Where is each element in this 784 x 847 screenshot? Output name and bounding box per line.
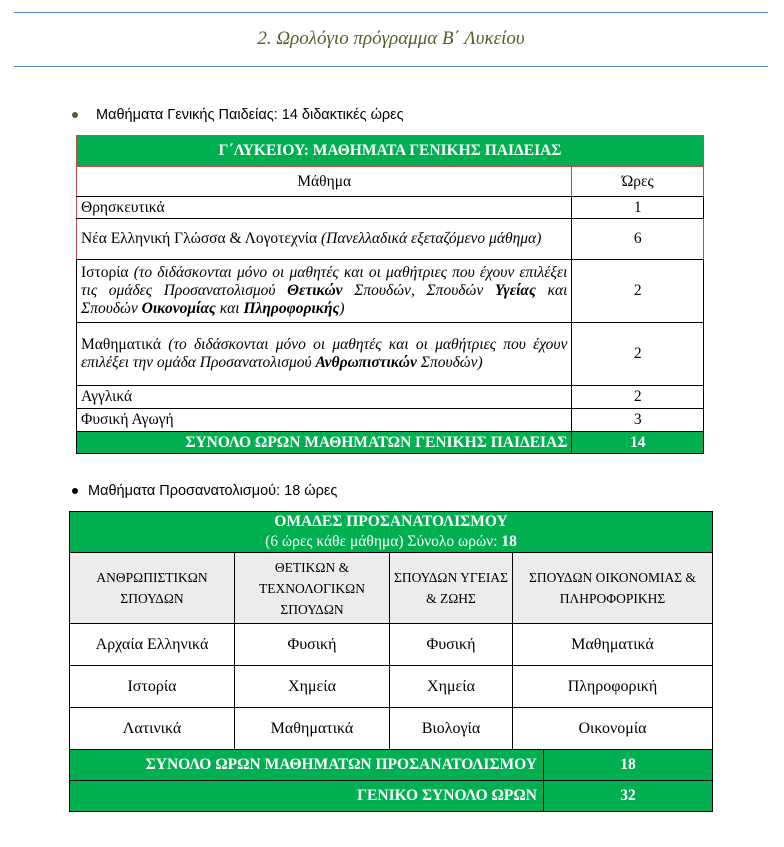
table-subtitle: (6 ώρες κάθε μάθημα) Σύνολο ωρών: 18 [265, 533, 517, 550]
hours-cell: 3 [572, 409, 704, 432]
table-row [77, 323, 704, 386]
subject-cell: Χημεία [390, 666, 513, 708]
column-header-subject: Μάθημα [77, 167, 572, 197]
table-title: ΟΜΑΔΕΣ ΠΡΟΣΑΝΑΤΟΛΙΣΜΟΥ [274, 513, 508, 530]
top-rule [14, 12, 768, 13]
bottom-rule [14, 66, 768, 67]
subject-cell: Φυσική [235, 624, 390, 666]
bullet-icon [72, 488, 78, 494]
hours-cell: 2 [572, 260, 704, 323]
group-header-row [70, 553, 713, 624]
subject-cell: Βιολογία [390, 708, 513, 750]
orientation-total-label: ΣΥΝΟΛΟ ΩΡΩΝ ΜΑΘΗΜΑΤΩΝ ΠΡΟΣΑΝΑΤΟΛΙΣΜΟΥ [70, 750, 544, 781]
table-row [70, 708, 713, 750]
bullet-text: Μαθήματα Προσανατολισμού: 18 ώρες [88, 483, 338, 499]
grand-total-value: 32 [544, 781, 713, 812]
total-value: 14 [572, 432, 704, 454]
table-title-row [70, 512, 713, 553]
table-row [77, 386, 704, 409]
orientation-total-row [70, 750, 713, 781]
table-row [77, 260, 704, 323]
hours-cell: 2 [572, 386, 704, 409]
table-row [77, 197, 704, 219]
group-humanities: ΑΝΘΡΩΠΙΣΤΙΚΩΝ ΣΠΟΥΔΩΝ [70, 553, 235, 624]
subject-cell: Μαθηματικά [235, 708, 390, 750]
subject-cell: Ιστορία [70, 666, 235, 708]
hours-cell: 1 [572, 197, 704, 219]
total-row [77, 432, 704, 454]
table-row [70, 624, 713, 666]
subject-cell: Θρησκευτικά [77, 197, 572, 219]
column-header-row [77, 167, 704, 197]
subject-cell: Φυσική Αγωγή [77, 409, 572, 432]
subject-note: (Πανελλαδικά εξεταζόμενο μάθημα) [320, 230, 542, 247]
subject-cell: Πληροφορική [513, 666, 713, 708]
subject-cell: Μαθηματικά [513, 624, 713, 666]
group-economics: ΣΠΟΥΔΩΝ ΟΙΚΟΝΟΜΙΑΣ & ΠΛΗΡΟΦΟΡΙΚΗΣ [513, 553, 713, 624]
bullet-icon [72, 112, 78, 118]
orientation-total-value: 18 [544, 750, 713, 781]
total-label: ΣΥΝΟΛΟ ΩΡΩΝ ΜΑΘΗΜΑΤΩΝ ΓΕΝΙΚΗΣ ΠΑΙΔΕΙΑΣ [77, 432, 572, 454]
subject-cell: Φυσική [390, 624, 513, 666]
subject-cell: Νέα Ελληνική Γλώσσα & Λογοτεχνία (Πανελλαδικά εξεταζόμενο μάθημα) [77, 219, 572, 260]
grand-total-label: ΓΕΝΙΚΟ ΣΥΝΟΛΟ ΩΡΩΝ [70, 781, 544, 812]
column-header-hours: Ώρες [572, 167, 704, 197]
subject-cell: Χημεία [235, 666, 390, 708]
bullet-general-subjects [72, 107, 404, 123]
hours-cell: 2 [572, 323, 704, 386]
group-sciences: ΘΕΤΙΚΩΝ & ΤΕΧΝΟΛΟΓΙΚΩΝ ΣΠΟΥΔΩΝ [235, 553, 390, 624]
subject-cell: Αρχαία Ελληνικά [70, 624, 235, 666]
section-heading: 2. Ωρολόγιο πρόγραμμα Β΄ Λυκείου [257, 28, 525, 49]
general-education-table [76, 135, 704, 454]
grand-total-row [70, 781, 713, 812]
table-row [77, 409, 704, 432]
subject-cell: Λατινικά [70, 708, 235, 750]
subject-note: (το διδάσκονται μόνο οι μαθητές και οι μαθήτριες που έχουν επιλέξει την ομάδα Προσανατολισμού Ανθρωπιστικών Σπουδών) [81, 336, 568, 371]
subject-cell: Ιστορία (το διδάσκονται μόνο οι μαθητές και οι μαθήτριες που έχουν επιλέξει τις ομάδες Προσανατολισμού Θετικών Σπουδών, Σπουδών Υγείας και Σπουδών Οικονομίας και Πληροφορικής) [77, 260, 572, 323]
bullet-orientation-subjects [72, 483, 337, 499]
subject-note: (το διδάσκονται μόνο οι μαθητές και οι μαθήτριες που έχουν επιλέξει τις ομάδες Προσανατολισμού Θετικών Σπουδών, Σπουδών Υγείας και Σπουδών Οικονομίας και Πληροφορικής) [81, 264, 568, 317]
bullet-text: Μαθήματα Γενικής Παιδείας: 14 διδακτικές ώρες [96, 107, 404, 123]
subject-cell: Οικονομία [513, 708, 713, 750]
table-row [70, 666, 713, 708]
subject-cell: Αγγλικά [77, 386, 572, 409]
table-title: Γ΄ΛΥΚΕΙΟΥ: ΜΑΘΗΜΑΤΑ ΓΕΝΙΚΗΣ ΠΑΙΔΕΙΑΣ [77, 136, 704, 167]
subtitle-total: 18 [501, 533, 517, 550]
orientation-groups-table [69, 511, 713, 812]
subject-cell: Μαθηματικά (το διδάσκονται μόνο οι μαθητές και οι μαθήτριες που έχουν επιλέξει την ομάδα Προσανατολισμού Ανθρωπιστικών Σπουδών) [77, 323, 572, 386]
group-health: ΣΠΟΥΔΩΝ ΥΓΕΙΑΣ & ΖΩΗΣ [390, 553, 513, 624]
hours-cell: 6 [572, 219, 704, 260]
table-title-row [77, 136, 704, 167]
table-row [77, 219, 704, 260]
